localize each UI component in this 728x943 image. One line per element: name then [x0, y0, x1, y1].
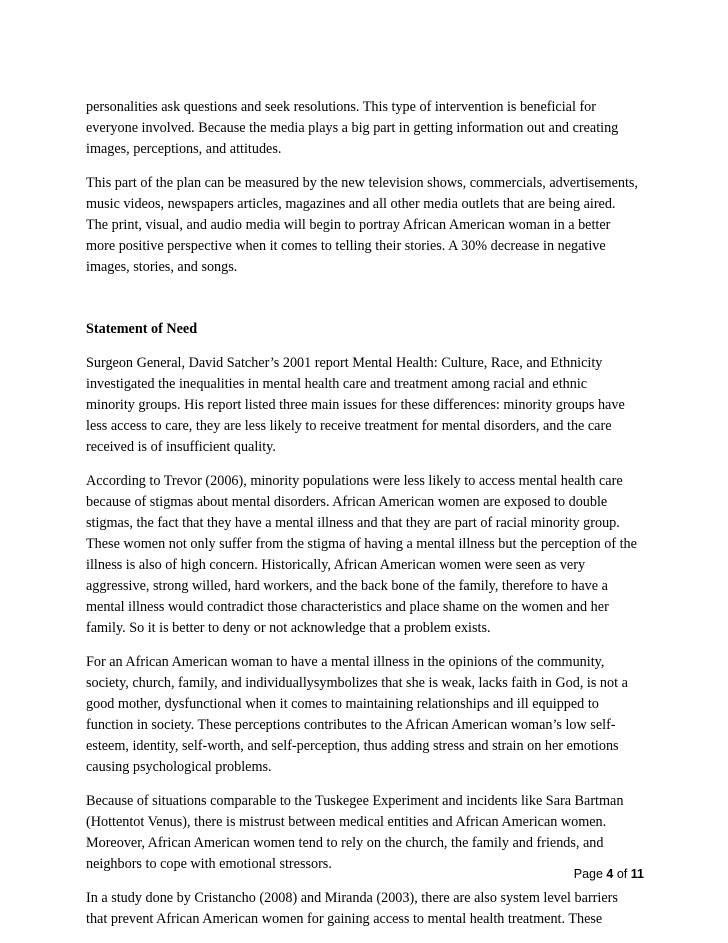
paragraph [86, 471, 656, 639]
paragraph [86, 791, 656, 875]
paragraph-line: esteem, identity, self-worth, and self-perception, thus adding stress and strain on her emotions [86, 738, 619, 754]
paragraph-line: minority groups. His report listed three main issues for these differences: minority groups have [86, 397, 625, 413]
paragraph-line: For an African American woman to have a mental illness in the opinions of the community, [86, 654, 605, 670]
section-heading: Statement of Need [86, 321, 198, 337]
paragraph-line: neighbors to cope with emotional stressors. [86, 856, 332, 872]
page-number-footer [574, 867, 644, 881]
paragraph-line: music videos, newspapers articles, magazines and all other media outlets that are being aired. [86, 196, 616, 212]
paragraph-line: The print, visual, and audio media will begin to portray African American woman in a better [86, 217, 611, 233]
paragraph-line: According to Trevor (2006), minority populations were less likely to access mental health care [86, 473, 623, 489]
statement-of-need-section [86, 353, 656, 930]
paragraph-line: Moreover, African American women tend to rely on the church, the family and friends, and [86, 835, 604, 851]
paragraph-line: good mother, dysfunctional when it comes to maintaining relationships and ill equipped to [86, 696, 599, 712]
paragraph-line: causing psychological problems. [86, 759, 272, 775]
paragraph [86, 173, 656, 278]
of-label: of [616, 867, 628, 881]
paragraph-line: everyone involved. Because the media plays a big part in getting information out and creating [86, 120, 619, 136]
paragraph-line: images, stories, and songs. [86, 259, 238, 275]
page-label: Page [573, 867, 603, 881]
paragraph-line: images, perceptions, and attitudes. [86, 141, 282, 157]
paragraph-line: family. So it is better to deny or not acknowledge that a problem exists. [86, 620, 491, 636]
paragraph-line: because of stigmas about mental disorders. African American women are exposed to double [86, 494, 608, 510]
paragraph [86, 97, 656, 160]
total-pages-number: 11 [630, 867, 644, 881]
paragraph-line: investigated the inequalities in mental health care and treatment among racial and ethnic [86, 376, 588, 392]
paragraph-line: society, church, family, and individuallysymbolizes that she is weak, lacks faith in God, is not a [86, 675, 628, 691]
paragraph-line: mental illness would contradict those characteristics and place shame on the women and her [86, 599, 609, 615]
paragraph-line: stigmas, the fact that they have a mental illness and that they are part of racial minority group. [86, 515, 620, 531]
paragraph-line: that prevent African American women for gaining access to mental health treatment. These [86, 911, 603, 927]
paragraph-line: aggressive, strong willed, hard workers, and the back bone of the family, therefore to have a [86, 578, 608, 594]
paragraph-line: personalities ask questions and seek resolutions. This type of intervention is beneficial for [86, 99, 596, 115]
current-page-number: 4 [606, 867, 614, 881]
paragraph [86, 888, 656, 930]
paragraph-line: This part of the plan can be measured by the new television shows, commercials, advertisements, [86, 175, 638, 191]
paragraph-line: These women not only suffer from the stigma of having a mental illness but the perception of the [86, 536, 637, 552]
page-content [86, 97, 656, 943]
paragraph [86, 353, 656, 458]
paragraph-line: less access to care, they are less likely to receive treatment for mental disorders, and the care [86, 418, 612, 434]
intro-section [86, 97, 656, 278]
paragraph-line: In a study done by Cristancho (2008) and Miranda (2003), there are also system level barriers [86, 890, 618, 906]
paragraph-line: illness is also of high concern. Historically, African American women were seen as very [86, 557, 586, 573]
paragraph-line: received is of insufficient quality. [86, 439, 276, 455]
paragraph-line: (Hottentot Venus), there is mistrust between medical entities and African American women. [86, 814, 607, 830]
paragraph-line: Because of situations comparable to the Tuskegee Experiment and incidents like Sara Bartman [86, 793, 624, 809]
paragraph-line: function in society. These perceptions contributes to the African American woman’s low self- [86, 717, 616, 733]
section-gap [86, 291, 656, 319]
paragraph-line: more positive perspective when it comes to telling their stories. A 30% decrease in negative [86, 238, 606, 254]
paragraph [86, 652, 656, 778]
paragraph-line: Surgeon General, David Satcher’s 2001 report Mental Health: Culture, Race, and Ethnicity [86, 355, 603, 371]
